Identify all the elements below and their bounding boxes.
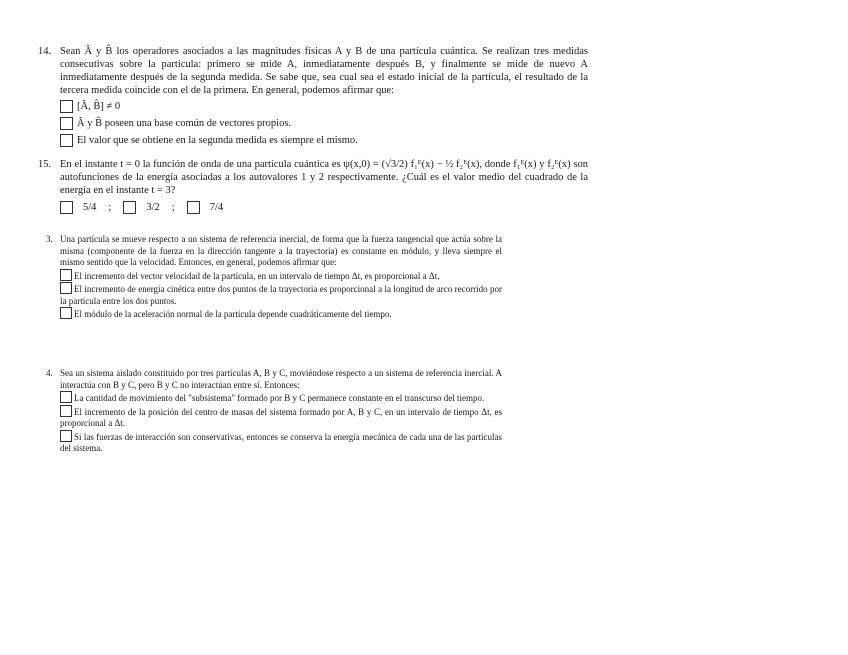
option-label: La cantidad de movimiento del "subsistema" formado por B y C permanece constante en el transcurso del tiempo. (74, 393, 485, 403)
option (60, 307, 502, 321)
question-3 (46, 234, 502, 321)
question-number: 14. (38, 46, 52, 57)
option-label: El módulo de la aceleración normal de la partícula depende cuadráticamente del tiempo. (74, 309, 392, 319)
option (60, 430, 502, 455)
answer-checkbox[interactable] (60, 307, 72, 319)
separator: ; (171, 202, 175, 213)
option (60, 100, 588, 113)
question-number: 4. (46, 368, 53, 378)
question-4 (46, 368, 502, 455)
option (60, 134, 588, 147)
option (60, 282, 502, 307)
option (60, 117, 588, 130)
question-15 (38, 158, 588, 214)
answer-checkbox[interactable] (60, 391, 72, 403)
answer-checkbox[interactable] (60, 134, 73, 147)
option-label: [Â, B̂] ≠ 0 (77, 101, 121, 112)
option-label: El valor que se obtiene en la segunda medida es siempre el mismo. (77, 135, 358, 146)
answer-checkbox[interactable] (123, 201, 136, 214)
option-label: Â y B̂ poseen una base común de vectores propios. (77, 118, 292, 129)
question-text: Sea un sistema aislado constituido por tres partículas A, B y C, moviéndose respecto a un sistema de referencia inercial. A interactúa con B y C, pero B y C no interactúan entre sí. Entonces: (60, 368, 502, 390)
option (60, 405, 502, 430)
question-text: En el instante t = 0 la función de onda de una partícula cuántica es ψ(x,0) = (√3/2) f₁ᴱ(x) − ½ f₂ᴱ(x), donde f₁ᴱ(x) y f₂ᴱ(x) son autofunciones de la energía asociadas a los autovalores 1 y 2 respectivamente. ¿Cuál es el valor medio del cuadrado de la energía en el instante t = 3? (60, 159, 588, 196)
question-14 (38, 45, 588, 147)
option (60, 391, 502, 405)
option-label: Si las fuerzas de interacción son conservativas, entonces se conserva la energía mecánica de cada una de las partículas del sistema. (60, 431, 502, 453)
option-label: El incremento del vector velocidad de la partícula, en un intervalo de tiempo Δt, es proporcional a Δt. (74, 270, 440, 281)
option-label: El incremento de energía cinética entre dos puntos de la trayectoria es proporcional a la longitud de arco recorrido por la partícula entre los dos puntos. (60, 284, 502, 306)
option-label: El incremento de la posición del centro de masas del sistema formado por A, B y C, en un intervalo de tiempo Δt, es proporcional a Δt. (60, 406, 502, 428)
question-text: Una partícula se mueve respecto a un sistema de referencia inercial, de forma que la fuerza tangencial que actúa sobre la misma (componente de la fuerza en la dirección tangente a la trayectoria) es constante en módulo, y lleva siempre el mismo sentido que la velocidad. Entonces, en general, podemos afirmar que: (60, 234, 502, 267)
separator: ; (108, 202, 112, 213)
options-row (60, 201, 588, 214)
option-label: 3/2 (146, 202, 160, 213)
answer-checkbox[interactable] (60, 269, 72, 281)
answer-checkbox[interactable] (60, 201, 73, 214)
option-label: 5/4 (83, 202, 97, 213)
answer-checkbox[interactable] (60, 282, 72, 294)
question-number: 15. (38, 159, 52, 170)
question-number: 3. (46, 234, 53, 244)
answer-checkbox[interactable] (60, 117, 73, 130)
answer-checkbox[interactable] (187, 201, 200, 214)
answer-checkbox[interactable] (60, 405, 72, 417)
option (60, 269, 502, 283)
answer-checkbox[interactable] (60, 430, 72, 442)
answer-checkbox[interactable] (60, 100, 73, 113)
question-text: Sean Â y B̂ los operadores asociados a las magnitudes físicas A y B de una partícula cuántica. Se realizan tres medidas consecutivas sobre la partícula: primero se mide A, inmediatamente después B, y finalmente se mide de nuevo A inmediatamente después de la segunda medida. Se sabe que, sea cual sea el estado inicial de la partícula, el resultado de la tercera medida coincide con el de la primera. En general, podemos afirmar que: (60, 46, 588, 96)
option-label: 7/4 (209, 202, 224, 213)
